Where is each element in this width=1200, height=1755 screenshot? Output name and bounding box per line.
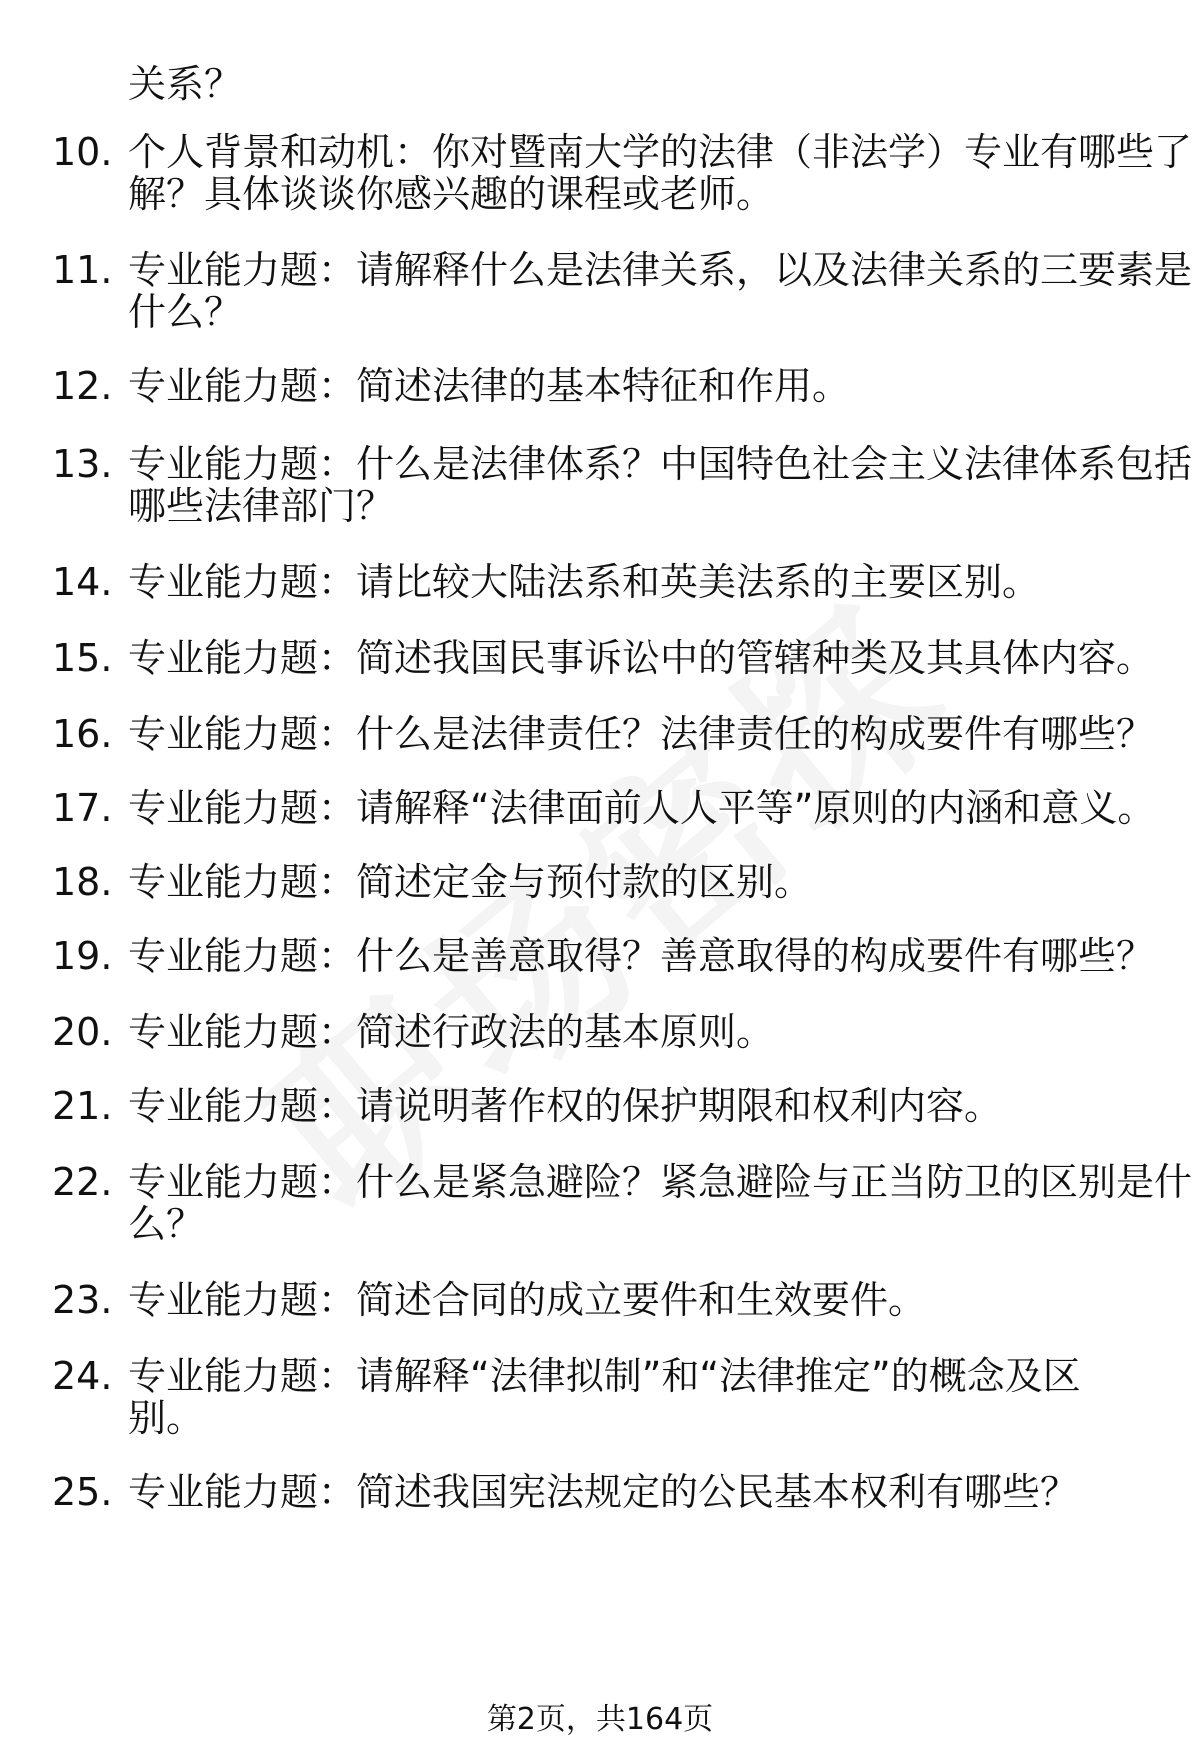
question-text-line: 专业能力题：简述定金与预付款的区别。 bbox=[128, 860, 813, 904]
question-number: 23. bbox=[52, 1278, 113, 1322]
question-text-line: 专业能力题：简述合同的成立要件和生效要件。 bbox=[128, 1278, 927, 1322]
question-text-line: 专业能力题：请解释“法律拟制”和“法律推定”的概念及区 bbox=[128, 1354, 1081, 1398]
question-number: 14. bbox=[52, 560, 113, 604]
question-text-line: 专业能力题：简述法律的基本特征和作用。 bbox=[128, 364, 851, 408]
question-text-line: 哪些法律部门？ bbox=[128, 484, 395, 528]
question-text-line: 专业能力题：请解释什么是法律关系，以及法律关系的三要素是 bbox=[128, 248, 1193, 292]
question-text-line: 专业能力题：什么是紧急避险？紧急避险与正当防卫的区别是什 bbox=[128, 1160, 1193, 1204]
page-footer: 第2页，共164页 bbox=[486, 1702, 714, 1737]
question-number: 24. bbox=[52, 1354, 113, 1398]
question-number: 22. bbox=[52, 1160, 113, 1204]
question-number: 11. bbox=[52, 248, 113, 292]
question-text-line: 别。 bbox=[128, 1396, 205, 1440]
question-number: 17. bbox=[52, 786, 113, 830]
question-text-line: 专业能力题：请说明著作权的保护期限和权利内容。 bbox=[128, 1084, 1003, 1128]
question-text-line: 专业能力题：简述行政法的基本原则。 bbox=[128, 1010, 775, 1054]
question-number: 13. bbox=[52, 442, 113, 486]
question-number: 12. bbox=[52, 364, 113, 408]
question-text-line: 专业能力题：什么是法律体系？中国特色社会主义法律体系包括 bbox=[128, 442, 1193, 486]
question-text-line: 专业能力题：简述我国宪法规定的公民基本权利有哪些？ bbox=[128, 1470, 1079, 1514]
question-text-line: 专业能力题：简述我国民事诉讼中的管辖种类及其具体内容。 bbox=[128, 636, 1155, 680]
question-text-line: 个人背景和动机：你对暨南大学的法律（非法学）专业有哪些了 bbox=[128, 130, 1193, 174]
question-number: 18. bbox=[52, 860, 113, 904]
continuation-text: 关系？ bbox=[128, 62, 243, 106]
question-text-line: 专业能力题：什么是法律责任？法律责任的构成要件有哪些？ bbox=[128, 712, 1155, 756]
question-text-line: 么？ bbox=[128, 1202, 205, 1246]
question-number: 16. bbox=[52, 712, 113, 756]
question-number: 10. bbox=[52, 130, 113, 174]
question-text-line: 专业能力题：请解释“法律面前人人平等”原则的内涵和意义。 bbox=[128, 786, 1156, 830]
question-text-line: 专业能力题：请比较大陆法系和英美法系的主要区别。 bbox=[128, 560, 1041, 604]
question-text-line: 专业能力题：什么是善意取得？善意取得的构成要件有哪些？ bbox=[128, 934, 1155, 978]
question-text-line: 解？具体谈谈你感兴趣的课程或老师。 bbox=[128, 172, 775, 216]
question-number: 20. bbox=[52, 1010, 113, 1054]
question-number: 21. bbox=[52, 1084, 113, 1128]
question-text-line: 什么？ bbox=[128, 290, 243, 334]
question-number: 25. bbox=[52, 1470, 113, 1514]
question-number: 19. bbox=[52, 934, 113, 978]
question-number: 15. bbox=[52, 636, 113, 680]
